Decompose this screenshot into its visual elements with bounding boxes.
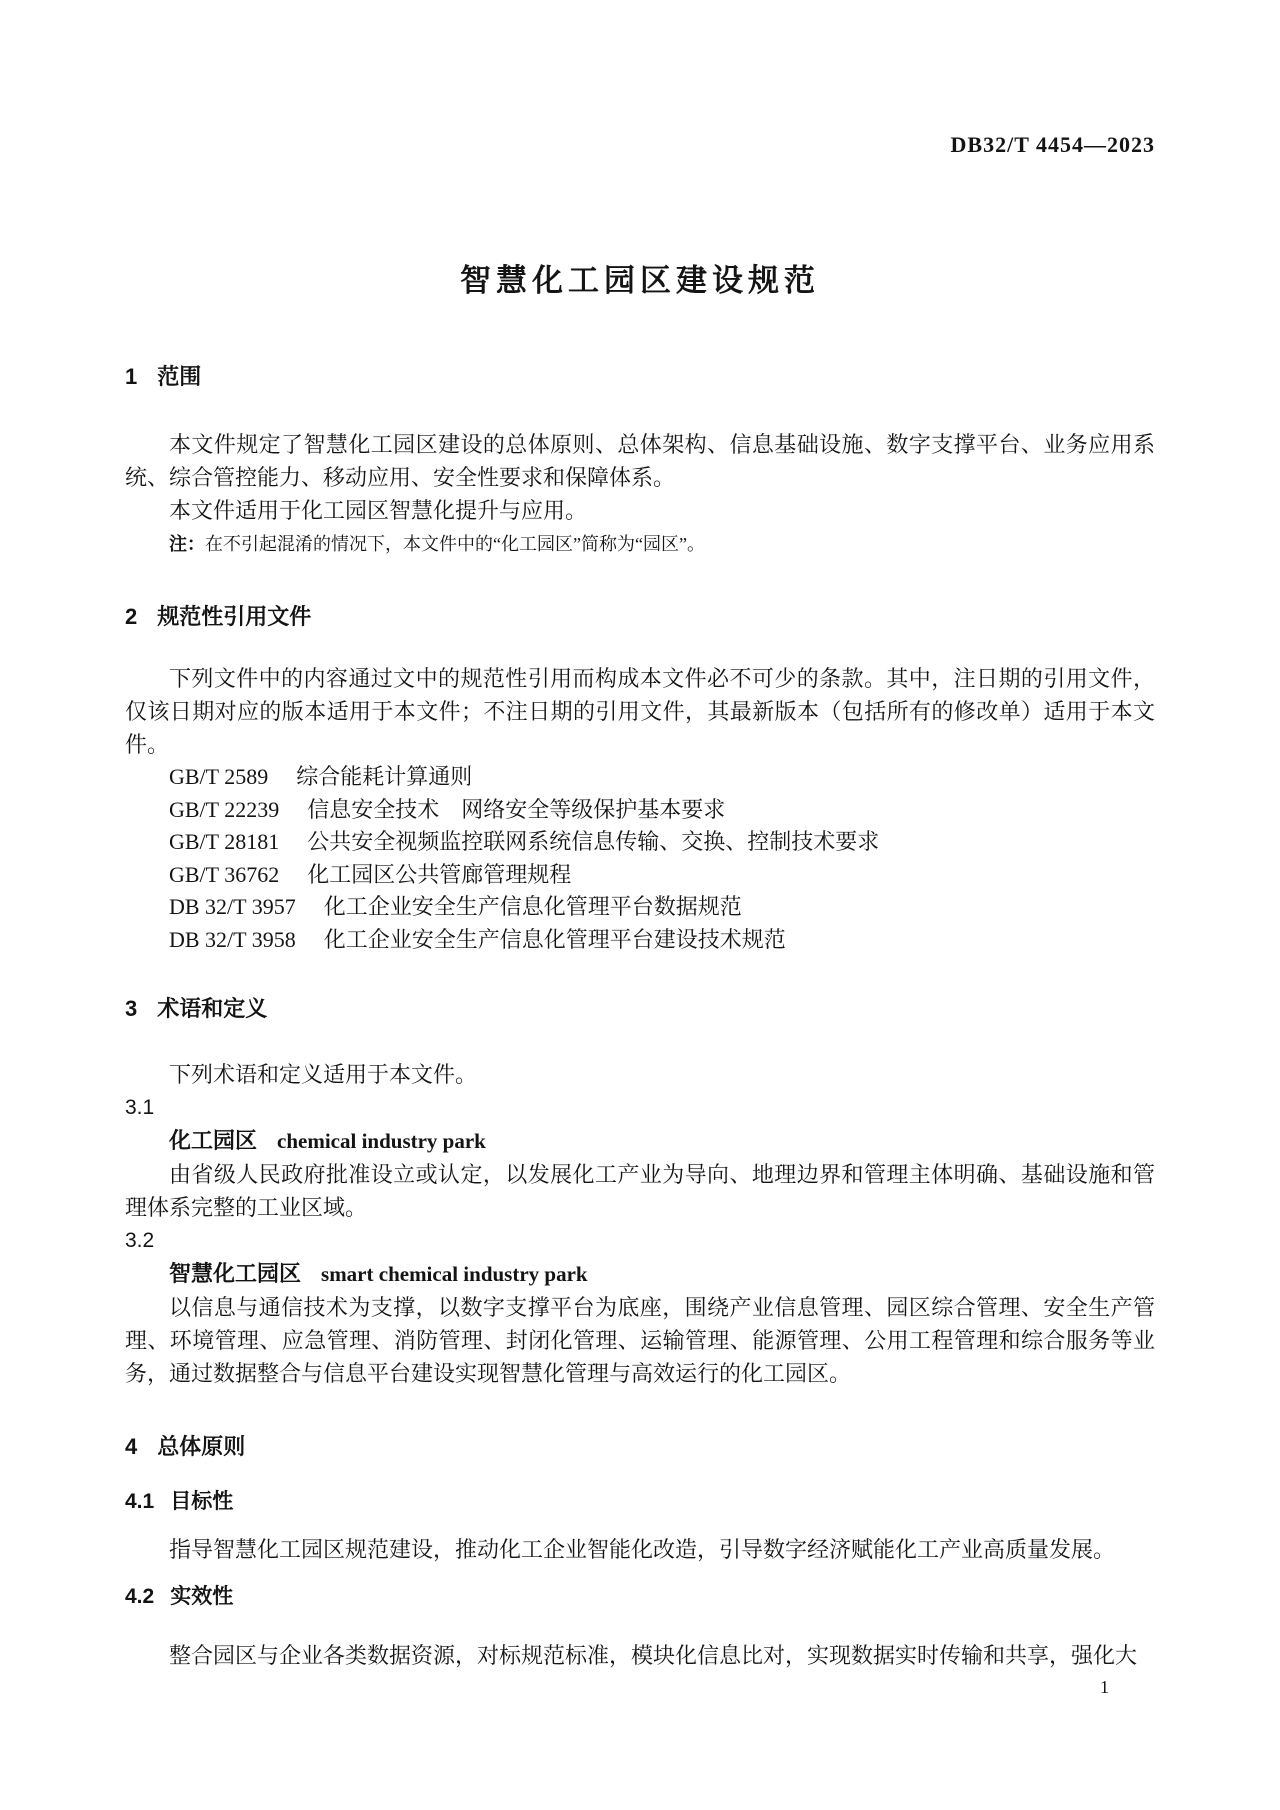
reference-title: 化工企业安全生产信息化管理平台数据规范 (323, 894, 742, 919)
section-4-1-heading (125, 1488, 1155, 1516)
section-1-title: 范围 (157, 364, 202, 389)
section-3-heading (125, 994, 1155, 1024)
section-1-heading (125, 362, 1155, 392)
reference-code: DB 32/T 3958 (169, 926, 296, 952)
reference-item (125, 859, 1155, 892)
reference-code: GB/T 36762 (169, 861, 280, 887)
term-2-clause-number: 3.2 (125, 1229, 155, 1252)
reference-list (125, 761, 1155, 956)
section-4-1-number: 4.1 (125, 1490, 155, 1513)
reference-code: DB 32/T 3957 (169, 894, 296, 919)
references-intro-paragraph: 下列文件中的内容通过文中的规范性引用而构成本文件必不可少的条款。其中，注日期的引用文件，仅该日期对应的版本适用于本文件；不注日期的引用文件，其最新版本（包括所有的修改单）适用于本文件。 (125, 666, 1155, 757)
reference-code: GB/T 22239 (169, 796, 280, 822)
term-1-zh: 化工园区 (169, 1128, 258, 1153)
section-4-title: 总体原则 (157, 1434, 246, 1459)
section-4-2-title: 实效性 (170, 1585, 234, 1608)
section-4-2-paragraph: 整合园区与企业各类数据资源，对标规范标准，模块化信息比对，实现数据实时传输和共享，强化大 (169, 1643, 1138, 1668)
reference-item (125, 794, 1155, 827)
reference-code: GB/T 28181 (169, 829, 280, 854)
term-1-clause-number: 3.1 (125, 1096, 155, 1119)
term-1-definition: 由省级人民政府批准设立或认定，以发展化工产业为导向、地理边界和管理主体明确、基础设施和管理体系完整的工业区域。 (125, 1162, 1155, 1220)
section-4-2-heading (125, 1583, 1155, 1611)
term-2-en: smart chemical industry park (321, 1262, 588, 1286)
term-2-line (125, 1257, 1155, 1291)
reference-title: 综合能耗计算通则 (296, 764, 473, 789)
reference-title: 公共安全视频监控联网系统信息传输、交换、控制技术要求 (307, 829, 880, 854)
doc-code: DB32/T 4454—2023 (950, 132, 1155, 157)
reference-title: 化工园区公共管廊管理规程 (307, 861, 572, 887)
section-2-heading (125, 602, 1155, 632)
note-text: 在不引起混淆的情况下，本文件中的“化工园区”简称为“园区”。 (205, 534, 705, 554)
reference-item (125, 826, 1155, 859)
section-4-number: 4 (125, 1434, 138, 1459)
term-1-line (125, 1124, 1155, 1158)
doc-title: 智慧化工园区建设规范 (460, 263, 820, 298)
term-1-en: chemical industry park (277, 1129, 486, 1153)
term-2-definition: 以信息与通信技术为支撑，以数字支撑平台为底座，围绕产业信息管理、园区综合管理、安全生产管理、环境管理、应急管理、消防管理、封闭化管理、运输管理、能源管理、公用工程管理和综合服务等业务，通过数据整合与信息平台建设实现智慧化管理与高效运行的化工园区。 (125, 1295, 1155, 1386)
reference-code: GB/T 2589 (169, 764, 269, 789)
section-2-title: 规范性引用文件 (157, 604, 312, 629)
terms-intro-paragraph: 下列术语和定义适用于本文件。 (169, 1062, 478, 1087)
reference-item (125, 761, 1155, 794)
scope-paragraph-1: 本文件规定了智慧化工园区建设的总体原则、总体架构、信息基础设施、数字支撑平台、业务应用系统、综合管控能力、移动应用、安全性要求和保障体系。 (125, 432, 1155, 490)
section-3-number: 3 (125, 996, 138, 1021)
section-4-1-title: 目标性 (170, 1490, 234, 1513)
page-number: 1 (1100, 1677, 1109, 1697)
section-4-1-paragraph: 指导智慧化工园区规范建设，推动化工企业智能化改造，引导数字经济赋能化工产业高质量发展。 (169, 1537, 1116, 1562)
section-1-number: 1 (125, 364, 138, 389)
scope-paragraph-2: 本文件适用于化工园区智慧化提升与应用。 (169, 498, 588, 523)
note-label: 注： (169, 534, 205, 554)
reference-item (125, 924, 1155, 957)
reference-title: 信息安全技术 网络安全等级保护基本要求 (307, 796, 726, 822)
scope-note (125, 531, 1155, 558)
section-4-heading (125, 1432, 1155, 1462)
section-2-number: 2 (125, 604, 138, 629)
reference-title: 化工企业安全生产信息化管理平台建设技术规范 (323, 926, 786, 952)
section-3-title: 术语和定义 (157, 996, 268, 1021)
section-4-2-number: 4.2 (125, 1585, 155, 1608)
term-2-zh: 智慧化工园区 (169, 1261, 302, 1286)
reference-item (125, 891, 1155, 924)
